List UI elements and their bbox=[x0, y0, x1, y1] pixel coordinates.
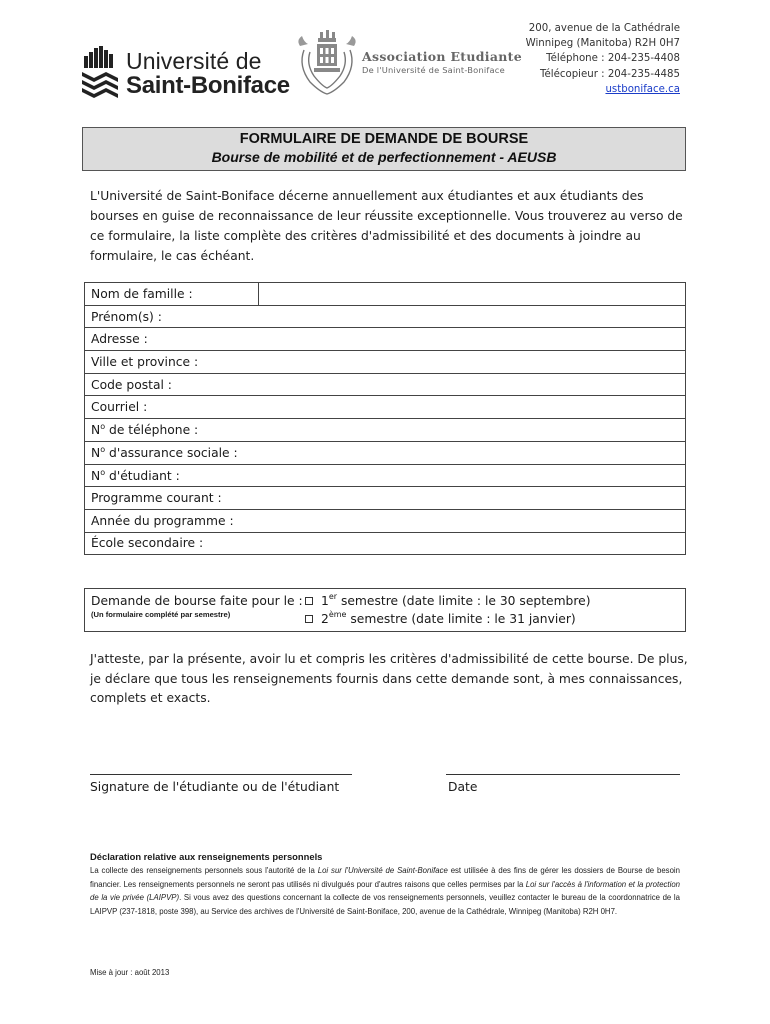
applicant-info-table bbox=[84, 282, 686, 555]
table-row bbox=[85, 532, 686, 555]
date-line[interactable] bbox=[446, 774, 680, 775]
intro-paragraph: L'Université de Saint-Boniface décerne annuellement aux étudiantes et aux étudiants des bourses en guise de reconnaissance de leur réussite exceptionnelle. Vous trouverez au verso de ce formulaire, la liste complète des critères d'admissibilité et des documents à joindre au formulaire, le cas échéant. bbox=[90, 189, 683, 263]
association-name: Association Etudiante bbox=[362, 49, 522, 64]
no-superscript: o bbox=[100, 467, 106, 477]
checkbox-semester-2[interactable] bbox=[305, 615, 313, 623]
table-row bbox=[85, 396, 686, 419]
table-row bbox=[85, 305, 686, 328]
form-title: FORMULAIRE DE DEMANDE DE BOURSE bbox=[239, 131, 529, 147]
privacy-law-1: Loi sur l'Université de Saint-Boniface bbox=[317, 866, 448, 875]
telephone-text: de téléphone : bbox=[105, 423, 199, 438]
field-nom[interactable] bbox=[259, 283, 686, 306]
university-name-line2: Saint-Boniface bbox=[126, 72, 290, 99]
label-etudiant: $N^o$ d'étudiant : bbox=[85, 464, 686, 487]
checkbox-semester-1[interactable] bbox=[305, 597, 313, 605]
association-subtitle: De l'Université de Saint-Boniface bbox=[362, 65, 505, 75]
semester-request-box bbox=[84, 588, 686, 632]
association-crest-icon bbox=[296, 28, 358, 96]
option1-text: semestre (date limite : le 30 septembre) bbox=[337, 594, 591, 608]
semester-request-note: (Un formulaire complété par semestre) bbox=[91, 610, 231, 619]
table-row bbox=[85, 509, 686, 532]
table-row bbox=[85, 441, 686, 464]
label-ville: Ville et province : bbox=[85, 351, 686, 374]
label-annee: Année du programme : bbox=[85, 509, 686, 532]
no-superscript: o bbox=[100, 422, 106, 432]
label-adresse: Adresse : bbox=[85, 328, 686, 351]
website-link[interactable]: ustboniface.ca bbox=[605, 83, 680, 95]
privacy-text-part3: . Si vous avez des questions concernant la collecte de vos renseignements personnels, veuillez contacter le bureau de la coordonnatrice de la LAIPVP (237-1818, poste 398), au Service des archives de l'Université de Saint-Boniface, 200, avenue de la Cathédrale, Winnipeg (Manitoba) R2H 0H7. bbox=[90, 893, 680, 916]
table-row bbox=[85, 373, 686, 396]
label-prenom: Prénom(s) : bbox=[85, 305, 686, 328]
address-street: 200, avenue de la Cathédrale bbox=[528, 23, 680, 34]
university-name-line1: Université de bbox=[126, 48, 262, 74]
attestation-paragraph: J'atteste, par la présente, avoir lu et compris les critères d'admissibilité de cette bourse. De plus, je déclare que tous les renseignements fournis dans cette demande sont, à mes connaissances, complets et exacts. bbox=[90, 652, 688, 705]
table-row bbox=[85, 419, 686, 442]
semester-option-2[interactable] bbox=[305, 610, 576, 626]
assurance-text: d'assurance sociale : bbox=[105, 446, 238, 461]
privacy-law-2: Loi sur l'accès à l'information et la protection de la vie privée (LAIPVP) bbox=[90, 879, 680, 903]
option2-superscript: ème bbox=[328, 610, 347, 619]
table-row bbox=[85, 464, 686, 487]
form-subtitle: Bourse de mobilité et de perfectionnement - AEUSB bbox=[211, 149, 557, 165]
option1-number: 1 bbox=[321, 594, 329, 608]
university-emblem-icon bbox=[80, 44, 120, 100]
table-row bbox=[85, 487, 686, 510]
update-date: Mise à jour : août 2013 bbox=[90, 968, 170, 977]
no-superscript: o bbox=[100, 445, 106, 455]
address-city: Winnipeg (Manitoba) R2H 0H7 bbox=[525, 38, 680, 50]
association-logo bbox=[296, 28, 522, 96]
contact-address bbox=[526, 21, 680, 97]
university-logo bbox=[80, 44, 295, 100]
label-assurance: $N^o$ d'assurance sociale : bbox=[85, 441, 686, 464]
label-nom: Nom de famille : bbox=[85, 283, 259, 306]
privacy-text-part2: est utilisée à des fins de gérer les dossiers de Bourse de besoin financier. Les renseignements personnels ne seront pas utilisés ni divulgués pour d'autres raisons que celles permises par la bbox=[90, 866, 680, 889]
label-ecole: École secondaire : bbox=[85, 532, 686, 555]
signature-line[interactable] bbox=[90, 774, 352, 775]
option2-number: 2 bbox=[321, 612, 329, 626]
semester-option-1[interactable] bbox=[305, 592, 591, 608]
option2-text: semestre (date limite : le 31 janvier) bbox=[346, 612, 576, 626]
table-row bbox=[85, 351, 686, 374]
label-programme: Programme courant : bbox=[85, 487, 686, 510]
table-row bbox=[85, 328, 686, 351]
label-courriel: Courriel : bbox=[85, 396, 686, 419]
option1-superscript: er bbox=[328, 592, 338, 601]
privacy-heading: Déclaration relative aux renseignements personnels bbox=[90, 851, 323, 862]
address-fax: Télécopieur : 204-235-4485 bbox=[540, 68, 680, 80]
address-phone: Téléphone : 204-235-4408 bbox=[546, 53, 680, 65]
privacy-declaration bbox=[90, 851, 680, 918]
signature-label: Signature de l'étudiante ou de l'étudiant bbox=[90, 780, 340, 794]
semester-request-label: Demande de bourse faite pour le : bbox=[91, 594, 303, 608]
etudiant-text: d'étudiant : bbox=[105, 468, 180, 483]
table-row bbox=[85, 283, 686, 306]
label-code-postal: Code postal : bbox=[85, 373, 686, 396]
date-label: Date bbox=[448, 780, 478, 794]
label-telephone: $N^o$ de téléphone : bbox=[85, 419, 686, 442]
form-title-box bbox=[82, 127, 686, 171]
privacy-text bbox=[90, 864, 680, 918]
privacy-text-part1: La collecte des renseignements personnels sous l'autorité de la bbox=[90, 866, 318, 875]
